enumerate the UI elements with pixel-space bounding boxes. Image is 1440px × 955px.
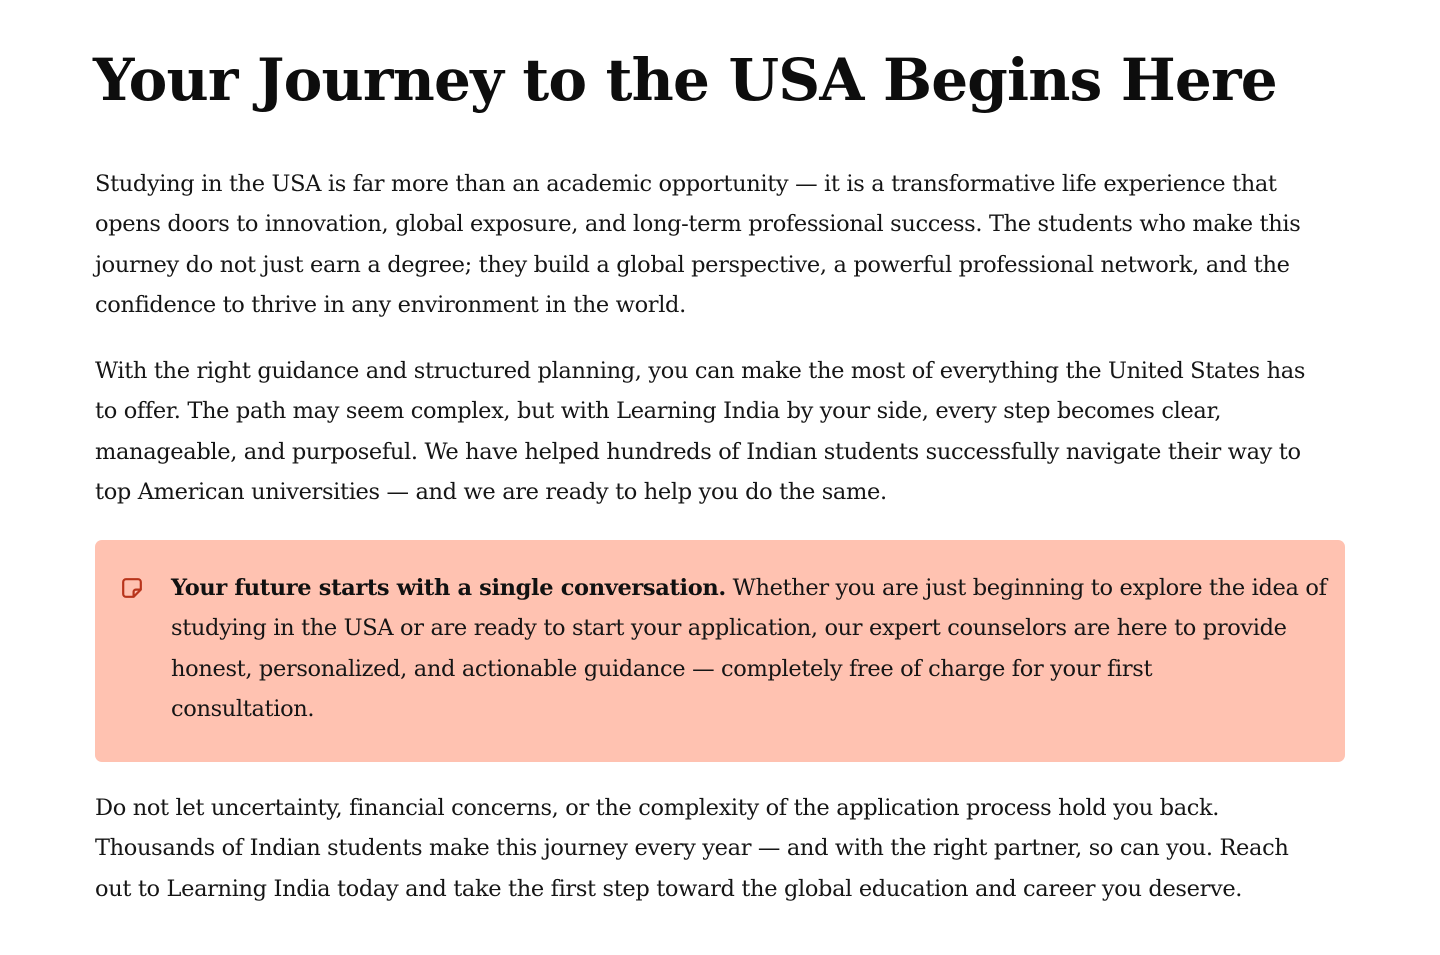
callout-line: consultation. (171, 695, 315, 722)
guidance-line: manageable, and purposeful. We have helped hundreds of Indian students successfully navigate their way to (95, 438, 1301, 465)
guidance-line: With the right guidance and structured planning, you can make the most of everything the United States has (95, 358, 1306, 384)
closing-line: out to Learning India today and take the first step toward the global education and career you deserve. (95, 875, 1243, 902)
callout-box (95, 540, 1345, 762)
callout-line (171, 568, 1327, 608)
closing-line: Thousands of Indian students make this journey every year — and with the right partner, so can you. Reach (95, 835, 1289, 862)
callout-text (171, 568, 1327, 729)
guidance-line: to offer. The path may seem complex, but with Learning India by your side, every step becomes clear, (95, 398, 1222, 425)
page-title: Your Journey to the USA Begins Here (93, 46, 1277, 114)
closing-line: Do not let uncertainty, financial concerns, or the complexity of the application process hold you back. (95, 795, 1220, 821)
closing-paragraph (95, 788, 1288, 909)
callout-line-rest: Whether you are just beginning to explore the idea of (725, 575, 1327, 601)
guidance-line: top American universities — and we are ready to help you do the same. (95, 478, 887, 505)
callout-line: honest, personalized, and actionable guidance — completely free of charge for your first (171, 655, 1153, 682)
callout-line: studying in the USA or are ready to start your application, our expert counselors are here to provide (171, 615, 1287, 642)
intro-line: opens doors to innovation, global exposure, and long-term professional success. The students who make this (95, 211, 1301, 238)
note-icon (121, 577, 143, 599)
intro-line: journey do not just earn a degree; they build a global perspective, a powerful professional network, and the (95, 251, 1290, 278)
intro-line: Studying in the USA is far more than an academic opportunity — it is a transformative life experience that (95, 171, 1277, 197)
intro-line: confidence to thrive in any environment in the world. (95, 291, 686, 318)
intro-paragraph (95, 164, 1300, 325)
guidance-paragraph (95, 351, 1305, 512)
callout-bold-lead: Your future starts with a single conversation. (171, 575, 726, 601)
